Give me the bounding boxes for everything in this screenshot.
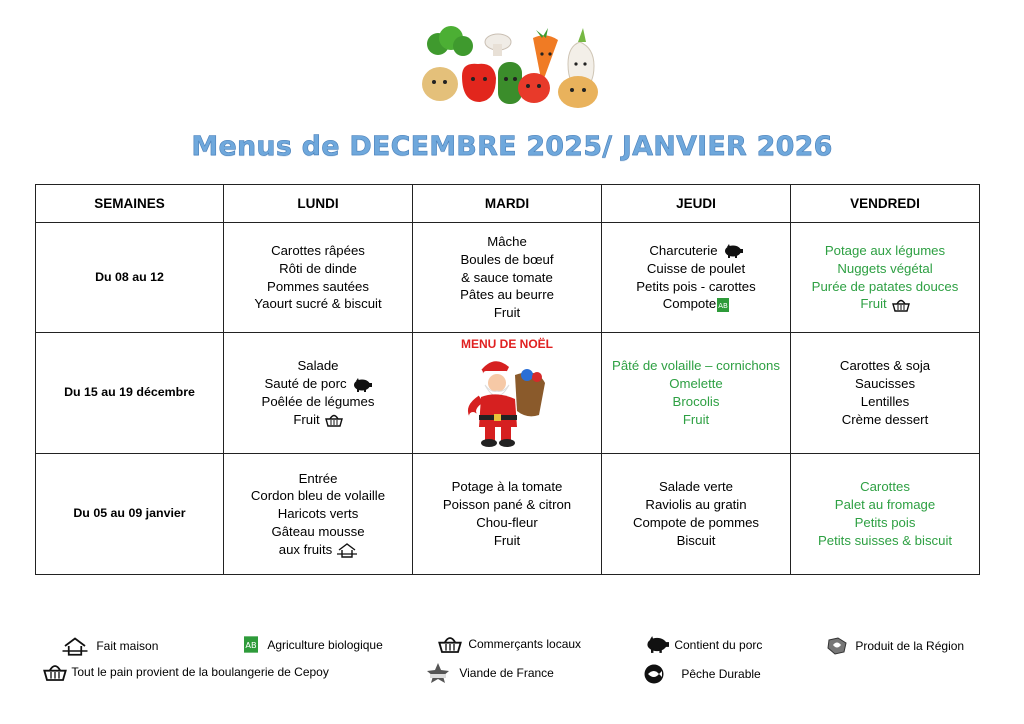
pork-icon (352, 378, 372, 392)
dish: Palet au fromage (834, 497, 936, 513)
christmas-menu-title: MENU DE NOËL (460, 337, 553, 351)
dish: Potage aux légumes (824, 242, 946, 258)
basket-icon (438, 634, 462, 654)
dish: Petits pois (854, 515, 916, 530)
menu-cell (602, 333, 791, 454)
dish: Charcuterie (649, 242, 718, 258)
header-lundi: LUNDI (224, 185, 413, 223)
dish: Carottes & soja (839, 358, 931, 374)
legend-peche (644, 664, 761, 684)
week-label: Du 15 au 19 décembre (36, 333, 224, 454)
table-row (36, 454, 980, 575)
dish: Poêlée de légumes (261, 394, 375, 409)
dish: Salade verte (658, 479, 734, 495)
dish: Fruit (860, 296, 887, 312)
dish: Gâteau mousse (271, 523, 365, 539)
dish: Compote (662, 296, 717, 312)
homemade-icon (337, 542, 357, 558)
dish: Pommes sautées (267, 278, 369, 294)
basket-icon (892, 298, 910, 312)
dish: Petits pois - carottes (636, 278, 756, 294)
dish: Fruit (493, 305, 521, 321)
menu-cell (224, 454, 413, 575)
region-product-icon (826, 636, 848, 656)
legend-label: Produit de la Région (855, 639, 965, 653)
dish: Pâté de volaille – cornichons (612, 358, 780, 374)
dish: Salade (297, 358, 339, 374)
pork-icon (723, 244, 743, 258)
menu-cell (791, 333, 980, 454)
homemade-icon (62, 636, 88, 656)
dish: Fruit (682, 411, 710, 427)
christmas-menu-cell (413, 333, 602, 454)
dish: Haricots verts (277, 506, 359, 522)
dish: Sauté de porc (264, 376, 347, 392)
table-row (36, 223, 980, 333)
menu-cell (413, 454, 602, 575)
table-row (36, 333, 980, 454)
legend-label: Agriculture biologique (267, 637, 383, 652)
legend-commercants (438, 634, 581, 654)
header-vendredi: VENDREDI (791, 185, 980, 223)
menu-cell (791, 454, 980, 575)
basket-icon (325, 413, 343, 427)
dish: Cordon bleu de volaille (250, 488, 386, 504)
dish: Raviolis au gratin (645, 497, 747, 513)
dish: Cuisse de poulet (646, 260, 746, 276)
basket-icon (43, 662, 67, 682)
menu-table (35, 184, 980, 575)
menu-cell (224, 223, 413, 333)
svg-text:AB: AB (245, 640, 257, 650)
sustainable-fishing-icon (644, 664, 664, 684)
legend-viande (426, 662, 554, 684)
dish: Biscuit (676, 532, 716, 548)
dish: Chou-fleur (476, 515, 538, 530)
dish: Entrée (298, 470, 338, 486)
legend-label: Fait maison (96, 639, 159, 653)
vegetables-logo (418, 24, 608, 110)
dish: Lentilles (860, 394, 910, 409)
dish: Poisson pané & citron (442, 497, 572, 513)
dish: Saucisses (854, 376, 916, 392)
dish: Fruit (493, 532, 521, 548)
dish: aux fruits (278, 541, 333, 557)
dish: Yaourt sucré & biscuit (254, 296, 382, 312)
dish: Boules de bœuf (460, 251, 554, 267)
pork-icon (645, 636, 669, 653)
legend-label: Commerçants locaux (468, 637, 582, 651)
menu-cell (602, 454, 791, 575)
legend-region (826, 636, 964, 656)
dish: Crème dessert (841, 411, 929, 427)
menu-cell (413, 223, 602, 333)
svg-text:AB: AB (718, 301, 729, 310)
legend-label: Contient du porc (674, 637, 763, 652)
menu-cell (224, 333, 413, 454)
dish: Omelette (669, 376, 723, 392)
legend-label: Viande de France (459, 666, 554, 680)
dish: & sauce tomate (461, 269, 553, 285)
organic-ab-icon (244, 636, 258, 653)
french-meat-icon (426, 662, 450, 684)
legend-fait-maison (62, 636, 158, 656)
dish: Brocolis (672, 394, 720, 409)
page-title: Menus de DECEMBRE 2025/ JANVIER 2026 (191, 131, 833, 162)
dish: Potage à la tomate (451, 479, 563, 495)
dish: Petits suisses & biscuit (817, 532, 953, 548)
dish: Nuggets végétal (837, 260, 933, 276)
dish: Pâtes au beurre (460, 287, 554, 303)
header-semaines: SEMAINES (36, 185, 224, 223)
legend-bio (244, 636, 383, 653)
menu-cell (602, 223, 791, 333)
legend-pain (43, 662, 329, 682)
dish: Purée de patates douces (811, 278, 959, 294)
dish: Compote de pommes (632, 515, 760, 530)
legend-porc (645, 636, 762, 653)
week-label: Du 05 au 09 janvier (36, 454, 224, 575)
menu-cell (791, 223, 980, 333)
week-label: Du 08 au 12 (36, 223, 224, 333)
dish: Rôti de dinde (279, 260, 357, 276)
dish: Carottes (860, 479, 910, 495)
santa-claus-image (457, 353, 557, 449)
header-jeudi: JEUDI (602, 185, 791, 223)
organic-ab-icon (717, 298, 729, 312)
dish: Mâche (487, 234, 527, 249)
legend-label: Tout le pain provient de la boulangerie de Cepoy (71, 665, 329, 679)
dish: Fruit (293, 411, 320, 427)
legend-label: Pêche Durable (681, 667, 761, 681)
header-mardi: MARDI (413, 185, 602, 223)
dish: Carottes râpées (271, 242, 365, 258)
